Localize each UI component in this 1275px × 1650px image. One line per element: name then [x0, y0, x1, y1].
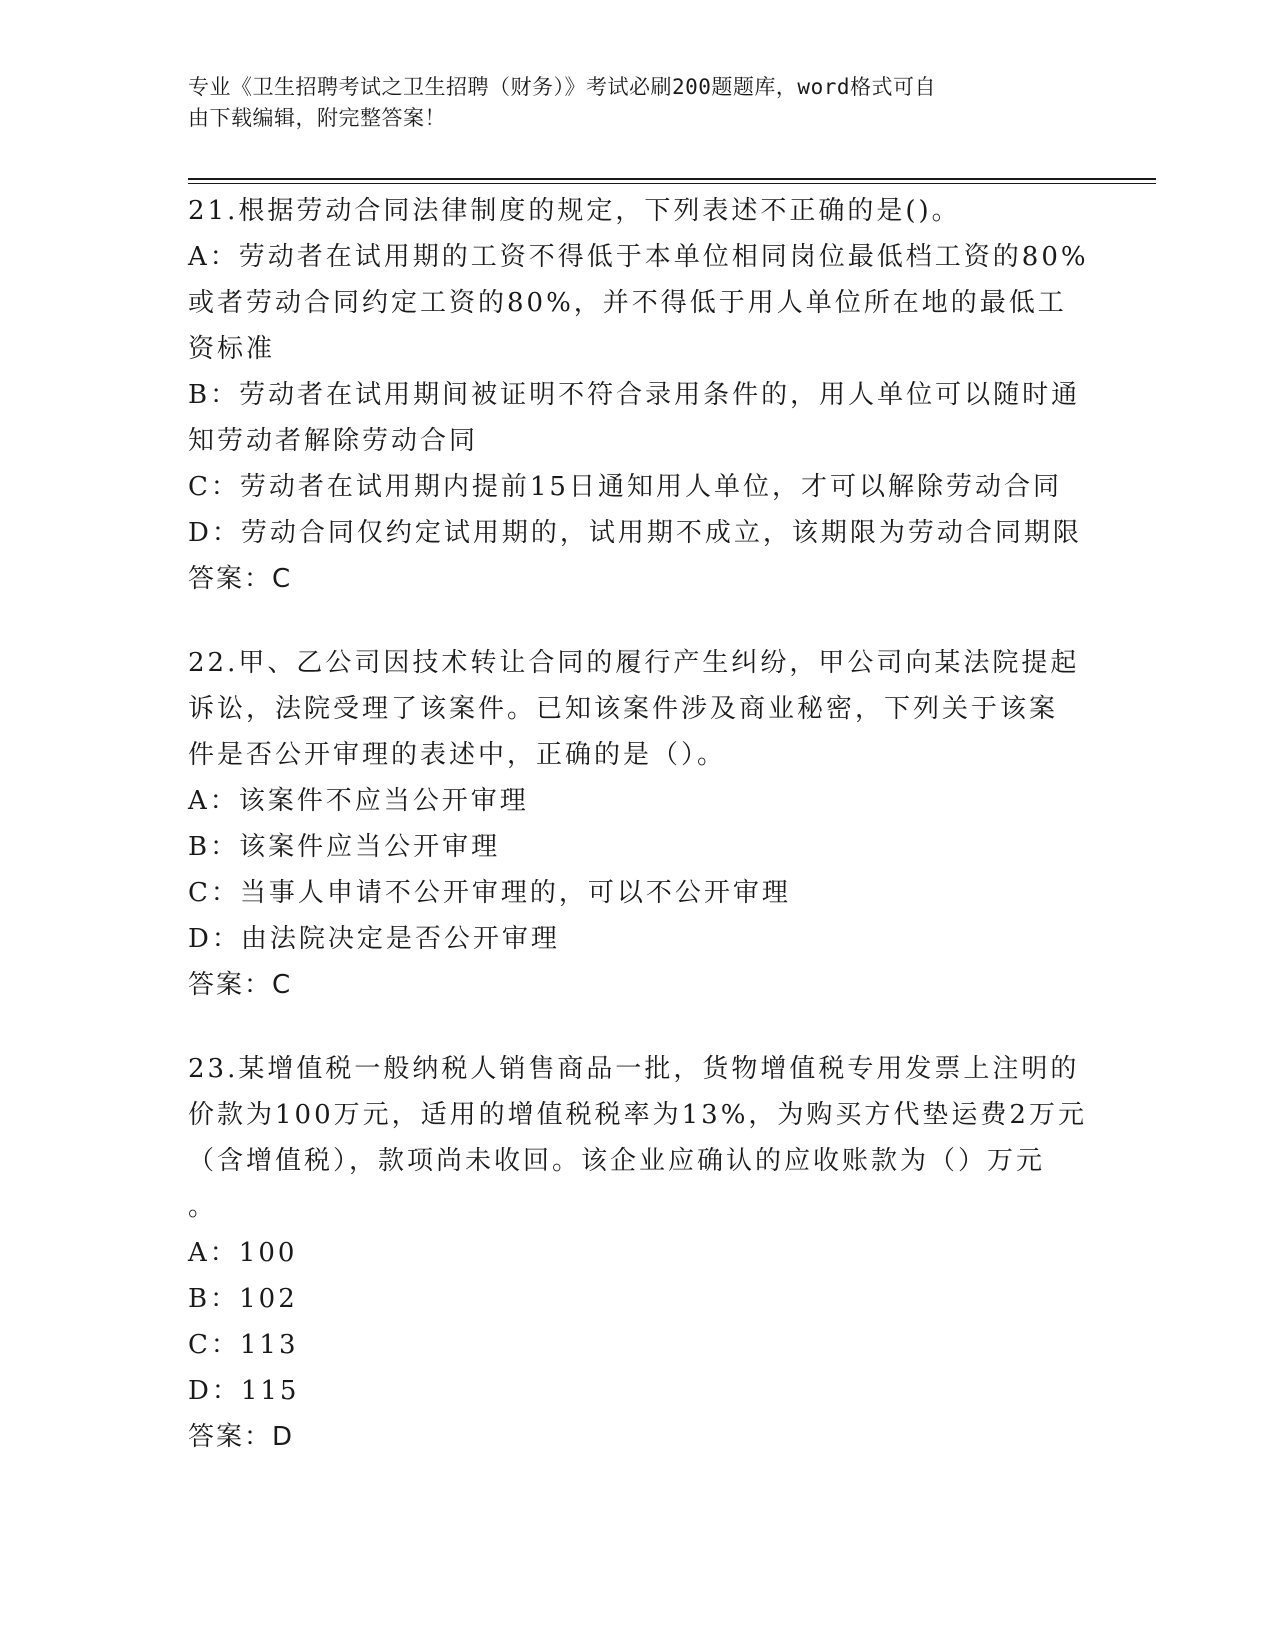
option-a: A：100 — [188, 1238, 298, 1268]
answer-label: 答案：C — [188, 970, 293, 1000]
option-c: C：113 — [188, 1330, 299, 1360]
option-b: B：102 — [188, 1284, 298, 1314]
question-stem: 22.甲、乙公司因技术转让合同的履行产生纠纷，甲公司向某法院提起 — [188, 648, 1080, 678]
option-d: D：115 — [188, 1376, 300, 1406]
option-a — [188, 234, 1093, 372]
header-line-1: 专业《卫生招聘考试之卫生招聘（财务）》考试必刷200题题库，word格式可自 — [188, 75, 936, 99]
question-list — [188, 188, 1093, 1498]
header-rule-thick — [188, 178, 1156, 180]
document-header — [188, 72, 1068, 134]
question-21 — [188, 188, 1093, 602]
question-stem: 23.某增值税一般纳税人销售商品一批，货物增值税专用发票上注明的 — [188, 1054, 1080, 1084]
option-d: D：由法院决定是否公开审理 — [188, 924, 560, 954]
option-line: 或者劳动合同约定工资的80%，并不得低于用人单位所在地的最低工 — [188, 288, 1067, 318]
answer-label: 答案：D — [188, 1422, 295, 1452]
option-a: A：该案件不应当公开审理 — [188, 786, 529, 816]
option-d — [188, 510, 1093, 556]
question-stem: 价款为100万元，适用的增值税税率为13%，为购买方代垫运费2万元 — [188, 1100, 1087, 1130]
question-22 — [188, 640, 1093, 1008]
question-stem: 21.根据劳动合同法律制度的规定，下列表述不正确的是()。 — [188, 196, 961, 226]
answer-label: 答案：C — [188, 564, 293, 594]
option-line: A：劳动者在试用期的工资不得低于本单位相同岗位最低档工资的80% — [188, 242, 1089, 272]
header-line-2: 由下载编辑，附完整答案！ — [188, 106, 446, 130]
option-b — [188, 372, 1093, 464]
option-line: C：劳动者在试用期内提前15日通知用人单位，才可以解除劳动合同 — [188, 472, 1062, 502]
header-rule-thin — [188, 183, 1156, 184]
option-line: 资标准 — [188, 334, 276, 364]
option-line: B：劳动者在试用期间被证明不符合录用条件的，用人单位可以随时通 — [188, 380, 1081, 410]
option-c: C：当事人申请不公开审理的，可以不公开审理 — [188, 878, 791, 908]
option-line: D：劳动合同仅约定试用期的，试用期不成立，该期限为劳动合同期限 — [188, 518, 1082, 548]
question-stem: （含增值税），款项尚未收回。该企业应确认的应收账款为（）万元 — [188, 1146, 1046, 1176]
question-stem: 件是否公开审理的表述中，正确的是（）。 — [188, 740, 727, 770]
question-stem: 诉讼，法院受理了该案件。已知该案件涉及商业秘密，下列关于该案 — [188, 694, 1059, 724]
question-23 — [188, 1046, 1093, 1460]
option-c — [188, 464, 1093, 510]
option-b: B：该案件应当公开审理 — [188, 832, 501, 862]
question-stem: 。 — [188, 1192, 218, 1222]
option-line: 知劳动者解除劳动合同 — [188, 426, 479, 456]
